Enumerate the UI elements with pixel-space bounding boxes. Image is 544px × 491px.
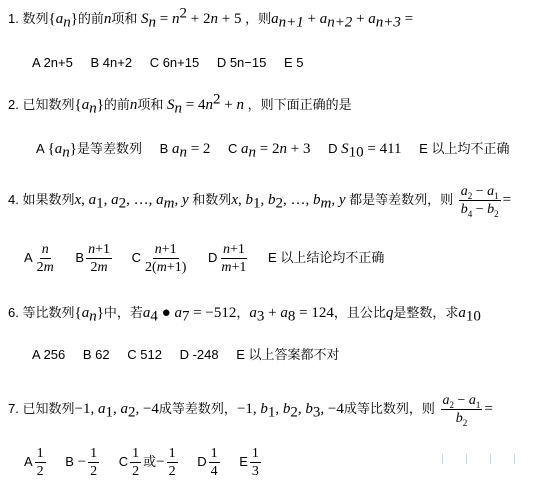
option-b: B $a_n = 2$ — [159, 141, 211, 161]
question-number: 2. — [8, 97, 19, 112]
question-2: 2. 已知数列$\{a_n\}$的前n项和 $S_n = 4n^2 + n$ ，则下面正确的是 — [8, 91, 352, 117]
question-6: 6. 等比数列$\{a_n\}$中，若$a_4$ ● $a_7 = -512$，$a_3 + a_8 = 124$，且公比q是整数，求$a_{10}$ — [8, 305, 481, 325]
decorative-mark — [466, 454, 467, 464]
decorative-mark — [490, 454, 491, 464]
option-e: E 以上结论均不正确 — [268, 250, 385, 265]
fraction: $\frac{a_2 - a_1}{b_4 - b_2}$ — [460, 184, 499, 219]
option-d: D -248 — [179, 347, 219, 362]
option-a: A $\{a_n\}$是等差数列 — [36, 141, 143, 161]
decorative-mark — [442, 454, 443, 464]
option-d: D 5n−15 — [216, 55, 267, 70]
option-a: A 2n+5 — [32, 55, 73, 70]
option-d: D $S_{10} = 411$ — [328, 141, 402, 161]
option-c: C 512 — [127, 347, 162, 362]
option-e: E 5 — [283, 55, 304, 70]
option-a: A $\frac{n}{2m}$ — [24, 242, 54, 276]
option-b: B 4n+2 — [90, 55, 133, 70]
question-4: 4. 如果数列x, $a_1$, $a_2$, …, $a_m$, y 和数列x, $b_1$, $b_2$, …, $b_m$, y 都是等差数列，则 $\frac{a_2 - a_1}{b_4 - b_2}$ = — [8, 184, 512, 219]
option-b: B 62 — [82, 347, 110, 362]
option-d: D $\frac{1}{4}$ — [197, 446, 218, 480]
option-c: C 6n+15 — [149, 55, 200, 70]
question-number: 1. — [8, 11, 19, 26]
question-1-options — [32, 54, 303, 72]
question-6-options — [32, 346, 340, 364]
option-e: E $\frac{1}{3}$ — [239, 446, 259, 480]
question-7-options — [24, 442, 263, 482]
option-d: D $\frac{n+1}{m+1}$ — [208, 242, 247, 276]
question-number: 7. — [8, 400, 19, 416]
option-b: B $\frac{n+1}{2m}$ — [75, 242, 110, 276]
option-e: E 以上答案都不对 — [236, 347, 340, 362]
question-1: 1. 数列$\{a_n\}$的前n项和 $S_n = n^2 + 2n + 5$ ，则$a_{n+1} + a_{n+2} + a_{n+3}$ = — [8, 5, 414, 31]
question-number: 4. — [8, 191, 19, 207]
option-a: A $\frac{1}{2}$ — [24, 446, 44, 480]
question-7: 7. 已知数列−1, $a_1$, $a_2$, −4成等差数列，−1, $b_1$, $b_2$, $b_3$, −4成等比数列，则 $\frac{a_2 - a_1}{b_2}$ = — [8, 393, 493, 428]
option-a: A 256 — [32, 347, 66, 362]
option-e: E 以上均不正确 — [419, 141, 510, 156]
decorative-mark — [514, 454, 515, 464]
question-number: 6. — [8, 305, 19, 320]
option-b: B − $\frac{1}{2}$ — [65, 446, 98, 480]
fraction: $\frac{a_2 - a_1}{b_2}$ — [442, 393, 481, 428]
question-4-options — [24, 238, 384, 278]
option-c: C $\frac{n+1}{2(m+1)}$ — [131, 242, 187, 276]
question-2-options — [36, 140, 510, 161]
option-c: C $\frac{1}{2}$ 或− $\frac{1}{2}$ — [118, 446, 176, 480]
option-c: C $a_n = 2n + 3$ — [228, 141, 311, 161]
